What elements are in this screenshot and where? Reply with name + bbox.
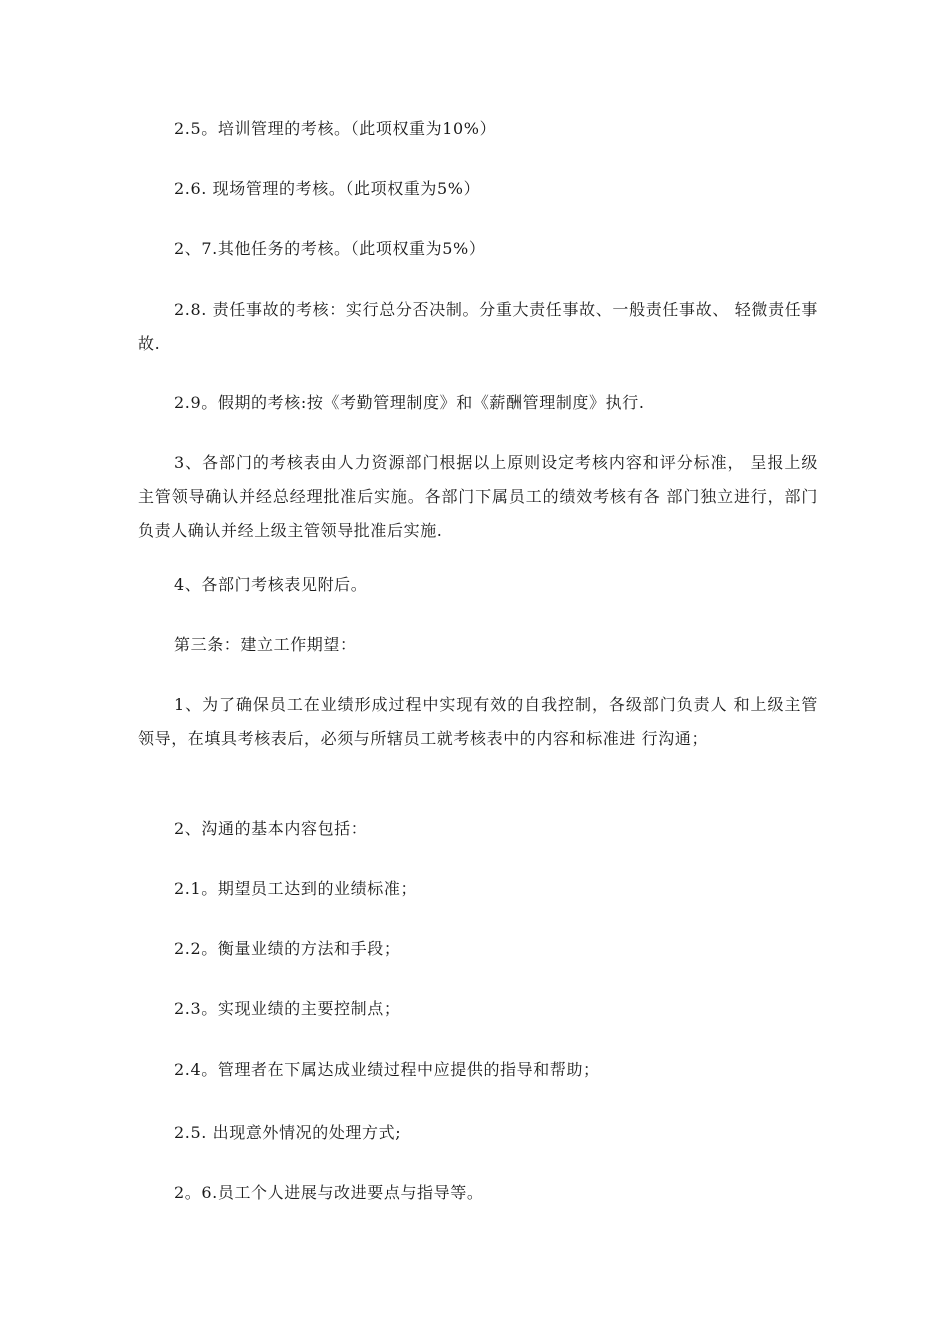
list-item-2-1: 2.1。期望员工达到的业绩标准； <box>174 879 418 898</box>
list-item-2-3: 2.3。实现业绩的主要控制点； <box>174 999 401 1018</box>
paragraph-4-appendix: 4、各部门考核表见附后。 <box>174 575 368 594</box>
paragraph-2-content: 2、沟通的基本内容包括： <box>174 819 368 838</box>
paragraph-2-6-site: 2.6. 现场管理的考核。（此项权重为5%） <box>174 179 481 198</box>
list-item-2-4: 2.4。管理者在下属达成业绩过程中应提供的指导和帮助； <box>174 1060 600 1079</box>
paragraph-2-7-other: 2、7.其他任务的考核。（此项权重为5%） <box>174 239 486 258</box>
list-item-2-6: 2。6.员工个人进展与改进要点与指导等。 <box>174 1183 484 1202</box>
paragraph-2-5-training: 2.5。培训管理的考核。（此项权重为10%） <box>174 119 497 138</box>
paragraph-3-departments: 3、各部门的考核表由人力资源部门根据以上原则设定考核内容和评分标准， 呈报上级主管领导确认并经总经理批准后实施。各部门下属员工的绩效考核有各 部门独立进行，部门负责人确认并经上级主管领导批准后实施. <box>138 453 818 540</box>
paragraph-2-8-accident: 2.8. 责任事故的考核：实行总分否决制。分重大责任事故、一般责任事故、 轻微责任事故. <box>138 300 818 353</box>
paragraph-1-communication: 1、为了确保员工在业绩形成过程中实现有效的自我控制，各级部门负责人 和上级主管领导，在填具考核表后，必须与所辖员工就考核表中的内容和标准进 行沟通； <box>138 695 818 748</box>
section-heading-article-3: 第三条：建立工作期望： <box>174 635 357 654</box>
paragraph-2-9-leave: 2.9。假期的考核:按《考勤管理制度》和《薪酬管理制度》执行. <box>174 393 645 412</box>
list-item-2-2: 2.2。衡量业绩的方法和手段； <box>174 939 401 958</box>
list-item-2-5: 2.5. 出现意外情况的处理方式; <box>174 1123 402 1142</box>
